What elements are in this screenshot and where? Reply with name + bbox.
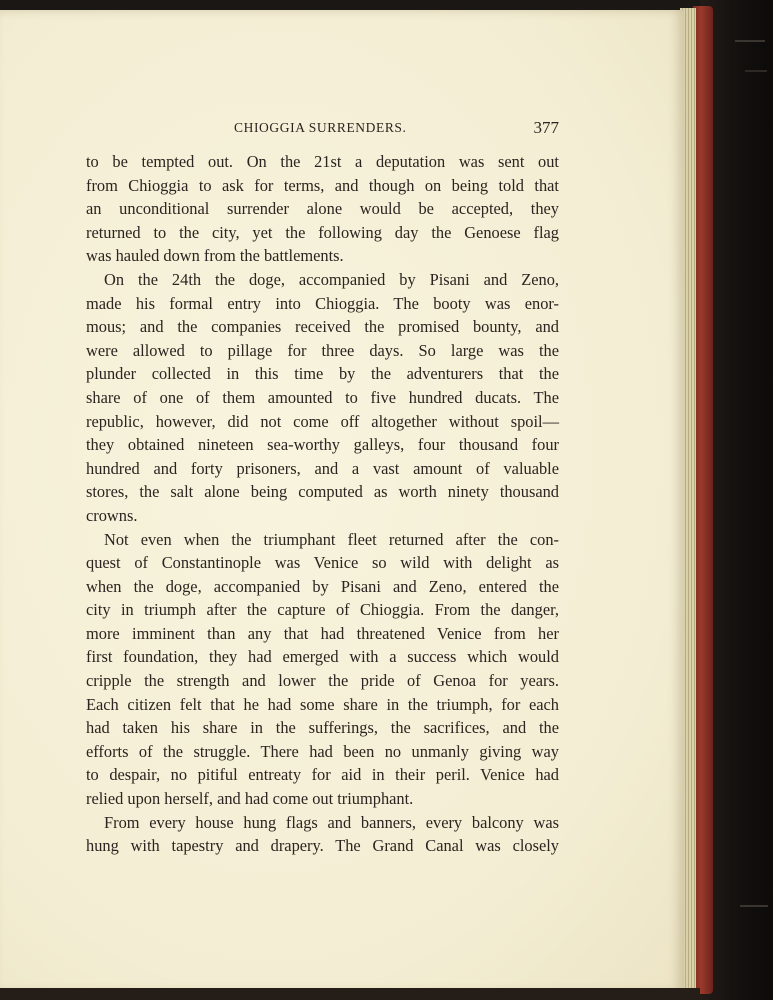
text-line: an unconditional surrender alone would be accepted, they <box>86 199 559 219</box>
text-line: they obtained nineteen sea-worthy galleys, four thousand four <box>86 435 559 455</box>
text-line: to despair, no pitiful entreaty for aid in their peril. Venice had <box>86 765 559 785</box>
text-line: Each citizen felt that he had some share in the triumph, for each <box>86 694 559 714</box>
text-line: when the doge, accompanied by Pisani and Zeno, entered the <box>86 576 559 596</box>
text-line: had taken his share in the sufferings, the sacrifices, and the <box>86 718 559 738</box>
text-line: city in triumph after the capture of Chioggia. From the danger, <box>86 600 559 620</box>
page-number: 377 <box>533 118 559 137</box>
text-line: more imminent than any that had threatened Venice from her <box>86 623 559 643</box>
body-text <box>86 150 559 858</box>
running-head: CHIOGGIA SURRENDERS. <box>234 120 407 135</box>
book-cover-edge <box>693 6 713 994</box>
text-line: first foundation, they had emerged with a success which would <box>86 647 559 667</box>
text-line: to be tempted out. On the 21st a deputation was sent out <box>86 152 559 171</box>
page-bottom-edge <box>0 988 700 1000</box>
text-line: relied upon herself, and had come out triumphant. <box>86 789 414 809</box>
text-line: Not even when the triumphant fleet returned after the con- <box>104 529 559 549</box>
text-line: quest of Constantinople was Venice so wild with delight as <box>86 553 559 573</box>
text-line: republic, however, did not come off altogether without spoil— <box>86 411 559 431</box>
text-line: made his formal entry into Chioggia. The booty was enor- <box>86 293 559 313</box>
text-line: hundred and forty prisoners, and a vast amount of valuable <box>86 458 559 478</box>
text-line: From every house hung flags and banners, every balcony was <box>104 812 559 832</box>
text-line: efforts of the struggle. There had been no unmanly giving way <box>86 741 559 761</box>
desk-mark <box>740 905 768 907</box>
text-line: hung with tapestry and drapery. The Grand Canal was closely <box>86 836 559 856</box>
desk-mark <box>745 70 767 72</box>
page-header <box>86 118 559 140</box>
text-line: stores, the salt alone being computed as worth ninety thousand <box>86 482 559 502</box>
text-line: mous; and the companies received the promised bounty, and <box>86 317 559 337</box>
text-line: plunder collected in this time by the adventurers that the <box>86 364 559 384</box>
text-line: cripple the strength and lower the pride of Genoa for years. <box>86 671 559 691</box>
text-line: returned to the city, yet the following day the Genoese flag <box>86 222 559 242</box>
text-line: crowns. <box>86 505 138 525</box>
text-line: from Chioggia to ask for terms, and though on being told that <box>86 175 559 195</box>
text-line: On the 24th the doge, accompanied by Pisani and Zeno, <box>104 269 559 289</box>
text-line: was hauled down from the battlements. <box>86 246 344 266</box>
text-line: share of one of them amounted to five hundred ducats. The <box>86 387 559 407</box>
desk-mark <box>735 40 765 42</box>
text-line: were allowed to pillage for three days. So large was the <box>86 340 559 360</box>
